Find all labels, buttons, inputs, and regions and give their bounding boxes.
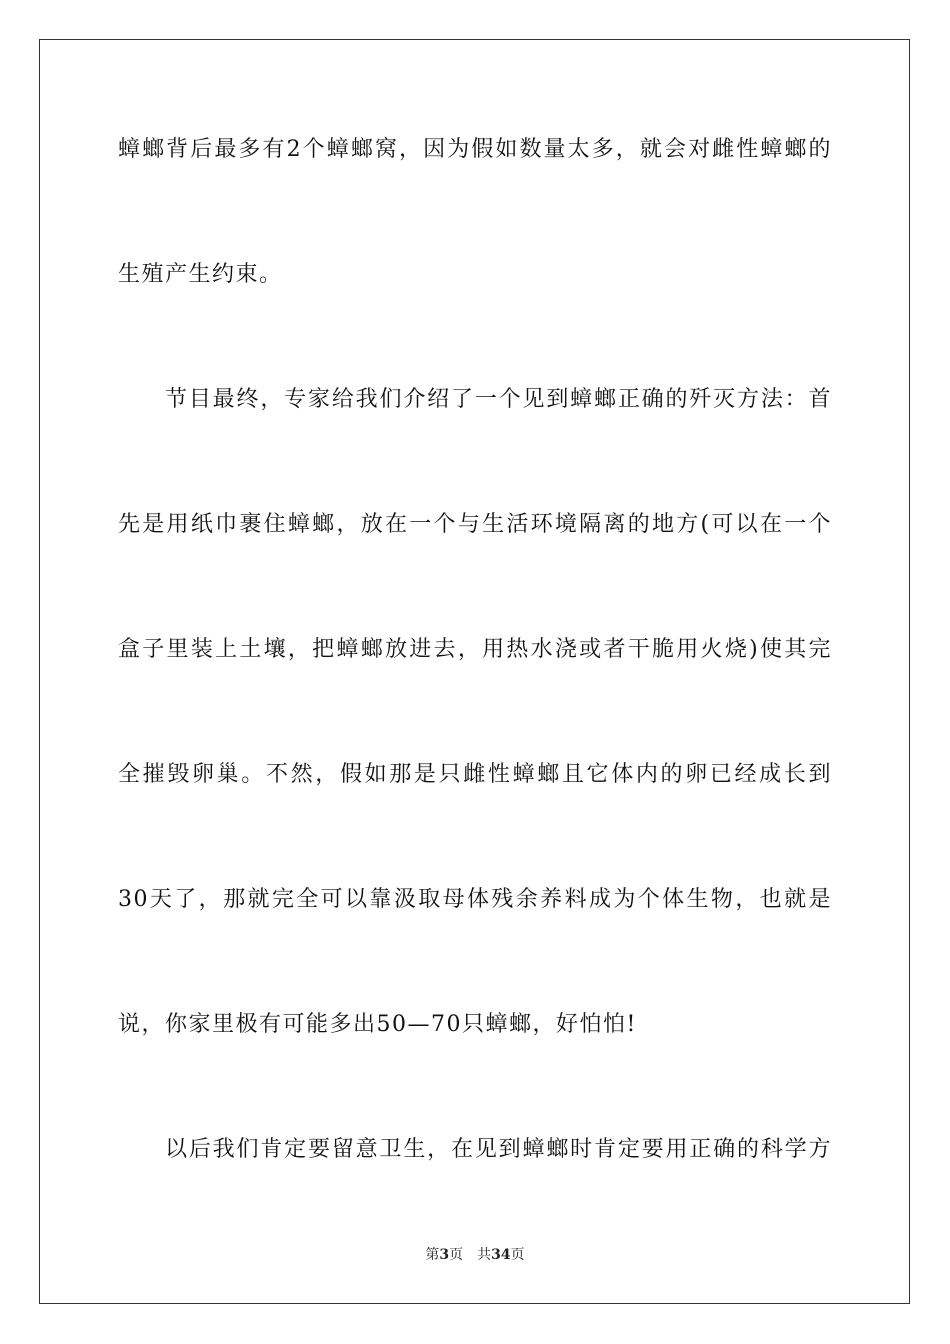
page-suffix: 页 <box>449 1247 464 1263</box>
total-prefix: 共 <box>477 1247 492 1263</box>
page-frame <box>39 39 910 1304</box>
total-suffix: 页 <box>510 1247 525 1263</box>
page-footer <box>0 1246 950 1264</box>
text-line-2: 生殖产生约束。 <box>118 262 283 287</box>
page-prefix: 第 <box>425 1247 440 1263</box>
text-line-9: 以后我们肯定要留意卫生，在见到蟑螂时肯定要用正确的科学方 <box>165 1137 832 1162</box>
text-line-6: 全摧毁卵巢。不然，假如那是只雌性蟑螂且它体内的卵已经成长到 <box>118 762 832 787</box>
text-line-5: 盒子里装上土壤，把蟑螂放进去，用热水浇或者干脆用火烧)使其完 <box>118 637 832 662</box>
text-line-1: 蟑螂背后最多有2个蟑螂窝，因为假如数量太多，就会对雌性蟑螂的 <box>118 137 832 162</box>
text-line-3: 节目最终，专家给我们介绍了一个见到蟑螂正确的歼灭方法：首 <box>165 387 832 412</box>
text-line-4: 先是用纸巾裹住蟑螂，放在一个与生活环境隔离的地方(可以在一个 <box>118 512 832 537</box>
text-line-8: 说，你家里极有可能多出50—70只蟑螂，好怕怕! <box>118 1012 637 1037</box>
total-pages: 34 <box>491 1247 511 1263</box>
text-line-7: 30天了，那就完全可以靠汲取母体残余养料成为个体生物，也就是 <box>118 887 832 912</box>
page-number: 3 <box>439 1247 450 1263</box>
